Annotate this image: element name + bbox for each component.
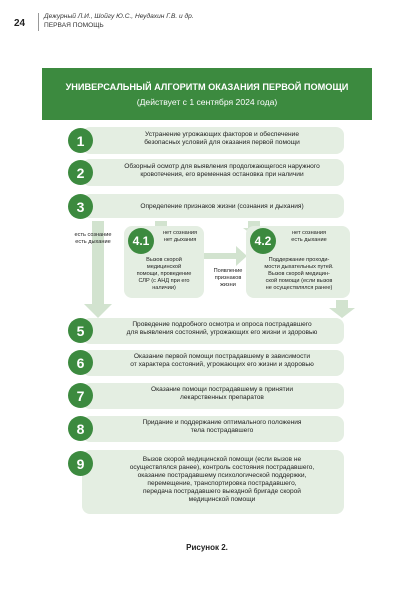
step-9-text: Вызов скорой медицинской помощи (если вызов не осуществлялся ранее), контроль состояния пострадавшего, оказание пострадавшему психологической поддержки, перемещение, транспортировка пострадавшего, передача пострадавшего выездной бригаде скорой медицинской помощи — [129, 456, 315, 503]
box-4-1-action: Вызов скорой медицинской помощи, проведение СЛР (с АНД при его наличии) — [136, 257, 192, 291]
step-1-text: Устранение угрожающих факторов и обеспечение безопасных условий для оказания первой помощи — [144, 131, 300, 146]
box-4-2-condition: нет сознания есть дыхание — [291, 230, 327, 243]
step-2-text: Обзорный осмотр для выявления продолжающегося наружного кровотечения, его временная остановка при наличии — [124, 163, 320, 178]
step-3-text: Определение признаков жизни (сознания и дыхания) — [140, 203, 304, 210]
step-9-number: 9 — [68, 451, 93, 476]
step-8-number: 8 — [68, 416, 93, 441]
arrow-4-2-to-step-5 — [329, 300, 355, 318]
branch-middle-label: Появление признаков жизни — [213, 268, 243, 288]
step-4-1-number: 4.1 — [128, 228, 154, 254]
step-2-number: 2 — [68, 160, 93, 185]
step-6-text: Оказание первой помощи пострадавшему в зависимости от характера состояний, угрожающих его жизни и здоровью — [130, 353, 314, 368]
step-6-number: 6 — [68, 350, 93, 375]
step-7-text: Оказание помощи пострадавшему в принятии лекарственных препаратов — [150, 386, 294, 401]
box-4-1-condition: нет сознания нет дыхания — [162, 230, 198, 243]
arrow-4-1-to-4-2 — [203, 246, 247, 266]
step-5-text: Проведение подробного осмотра и опроса пострадавшего для выявления состояний, угрожающих его жизни и здоровью — [126, 321, 318, 336]
step-3-number: 3 — [68, 194, 93, 219]
banner-subtitle: (Действует с 1 сентября 2024 года) — [136, 97, 278, 107]
figure-caption: Рисунок 2. — [186, 543, 228, 552]
banner-title: УНИВЕРСАЛЬНЫЙ АЛГОРИТМ ОКАЗАНИЯ ПЕРВОЙ ПОМОЩИ — [65, 82, 349, 92]
step-7-number: 7 — [68, 383, 93, 408]
branch-left-label: есть сознание есть дыхание — [74, 232, 112, 245]
section-title: ПЕРВАЯ ПОМОЩЬ — [44, 22, 104, 29]
step-4-2-number: 4.2 — [250, 228, 276, 254]
step-5-number: 5 — [68, 318, 93, 343]
step-8-text: Придание и поддержание оптимального положения тела пострадавшего — [142, 419, 302, 434]
box-4-2-action: Поддержание проходи- мости дыхательных путей. Вызов скорой медицин- ской помощи (если вызов не осуществлялся ранее) — [264, 257, 334, 291]
page-number: 24 — [14, 18, 26, 29]
author-line: Дежурный Л.И., Шойгу Ю.С., Неудахин Г.В. и др. — [44, 13, 194, 20]
step-1-number: 1 — [68, 128, 93, 153]
